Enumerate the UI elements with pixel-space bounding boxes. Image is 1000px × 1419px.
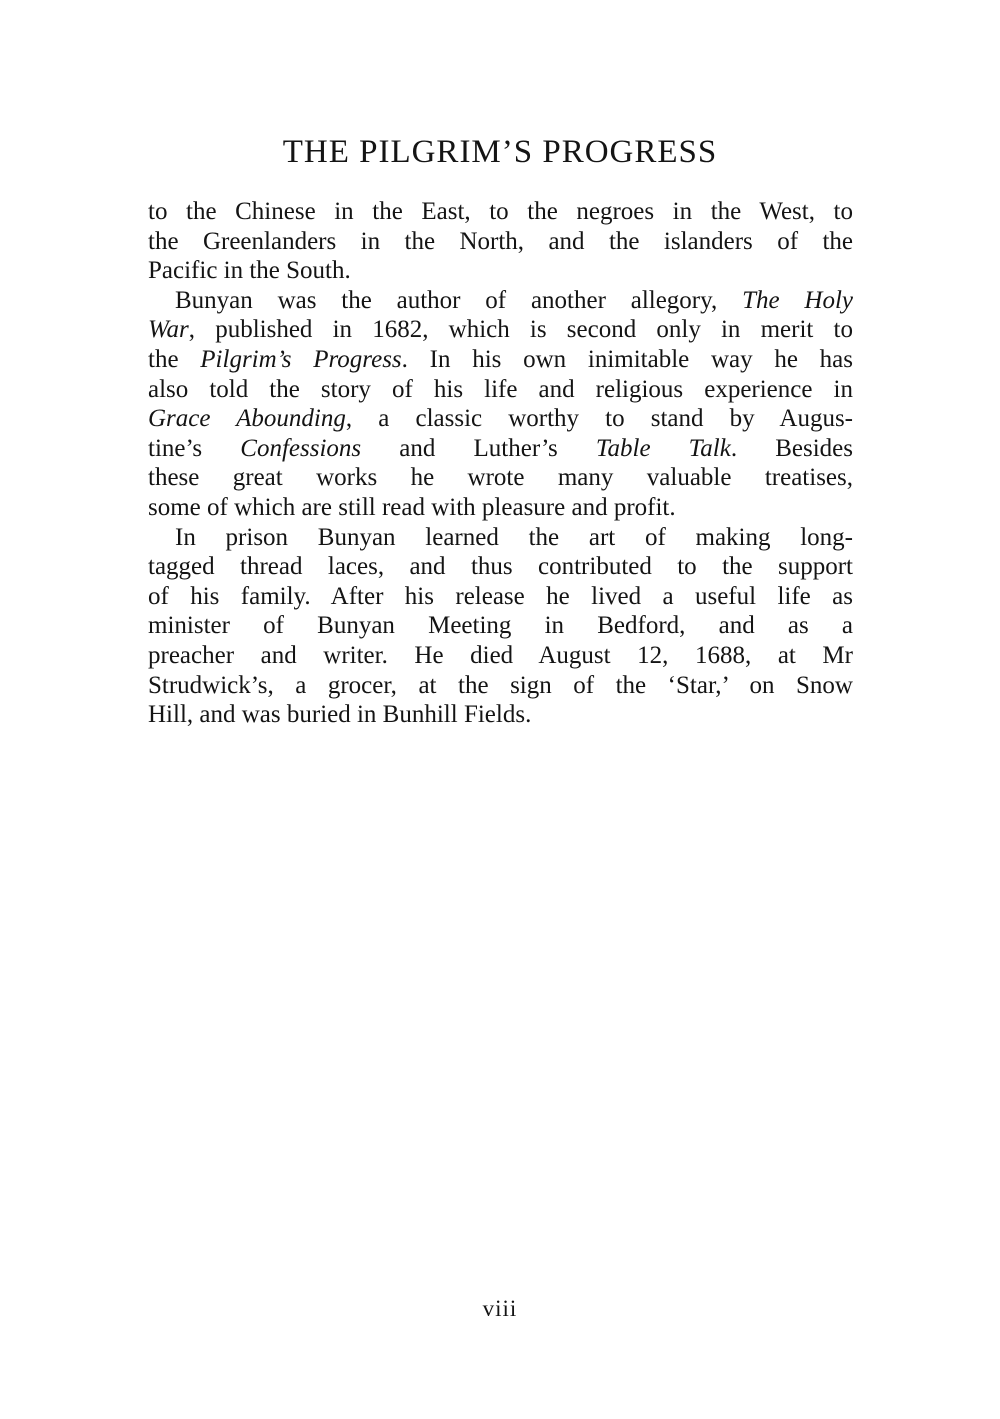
text-line: tine’s Confessions and Luther’s Table Talk. Besides (148, 434, 853, 462)
page-number: viii (482, 1296, 518, 1321)
running-title: THE PILGRIM’S PROGRESS (282, 134, 718, 170)
book-title: War (148, 316, 189, 344)
text-line: also told the story of his life and religious experience in (148, 375, 853, 403)
book-title: Confessions (240, 434, 362, 462)
book-title: Grace Abounding (148, 405, 346, 433)
text-line: Hill, and was buried in Bunhill Fields. (148, 701, 532, 729)
text-line: In prison Bunyan learned the art of making long- (175, 523, 853, 551)
text-line: to the Chinese in the East, to the negroes in the West, to (148, 198, 853, 225)
paragraph-3 (148, 523, 853, 730)
book-title: The Holy (742, 286, 853, 314)
text-line: preacher and writer. He died August 12, 1688, at Mr (148, 641, 853, 669)
text-line: tagged thread laces, and thus contributed to the support (148, 553, 853, 581)
text-line: Strudwick’s, a grocer, at the sign of the ‘Star,’ on Snow (148, 671, 853, 699)
text-line: War, published in 1682, which is second only in merit to (148, 316, 853, 344)
text-line: the Pilgrim’s Progress. In his own inimitable way he has (148, 345, 854, 373)
paragraph-2 (148, 286, 853, 523)
book-title: Table Talk (595, 434, 731, 462)
paragraph-1 (148, 197, 853, 286)
text-line: some of which are still read with pleasure and profit. (148, 493, 676, 521)
text-line: these great works he wrote many valuable treatises, (148, 464, 853, 492)
text-line: Grace Abounding, a classic worthy to stand by Augus- (148, 405, 853, 433)
body-text (148, 197, 853, 730)
text-line: Pacific in the South. (148, 257, 351, 285)
text-line: minister of Bunyan Meeting in Bedford, and as a (148, 612, 853, 640)
book-title: Pilgrim’s Progress (200, 345, 402, 373)
text-line: the Greenlanders in the North, and the islanders of the (148, 227, 853, 255)
text-line: of his family. After his release he lived a useful life as (148, 582, 853, 610)
text-line: Bunyan was the author of another allegory, The Holy (175, 286, 853, 314)
